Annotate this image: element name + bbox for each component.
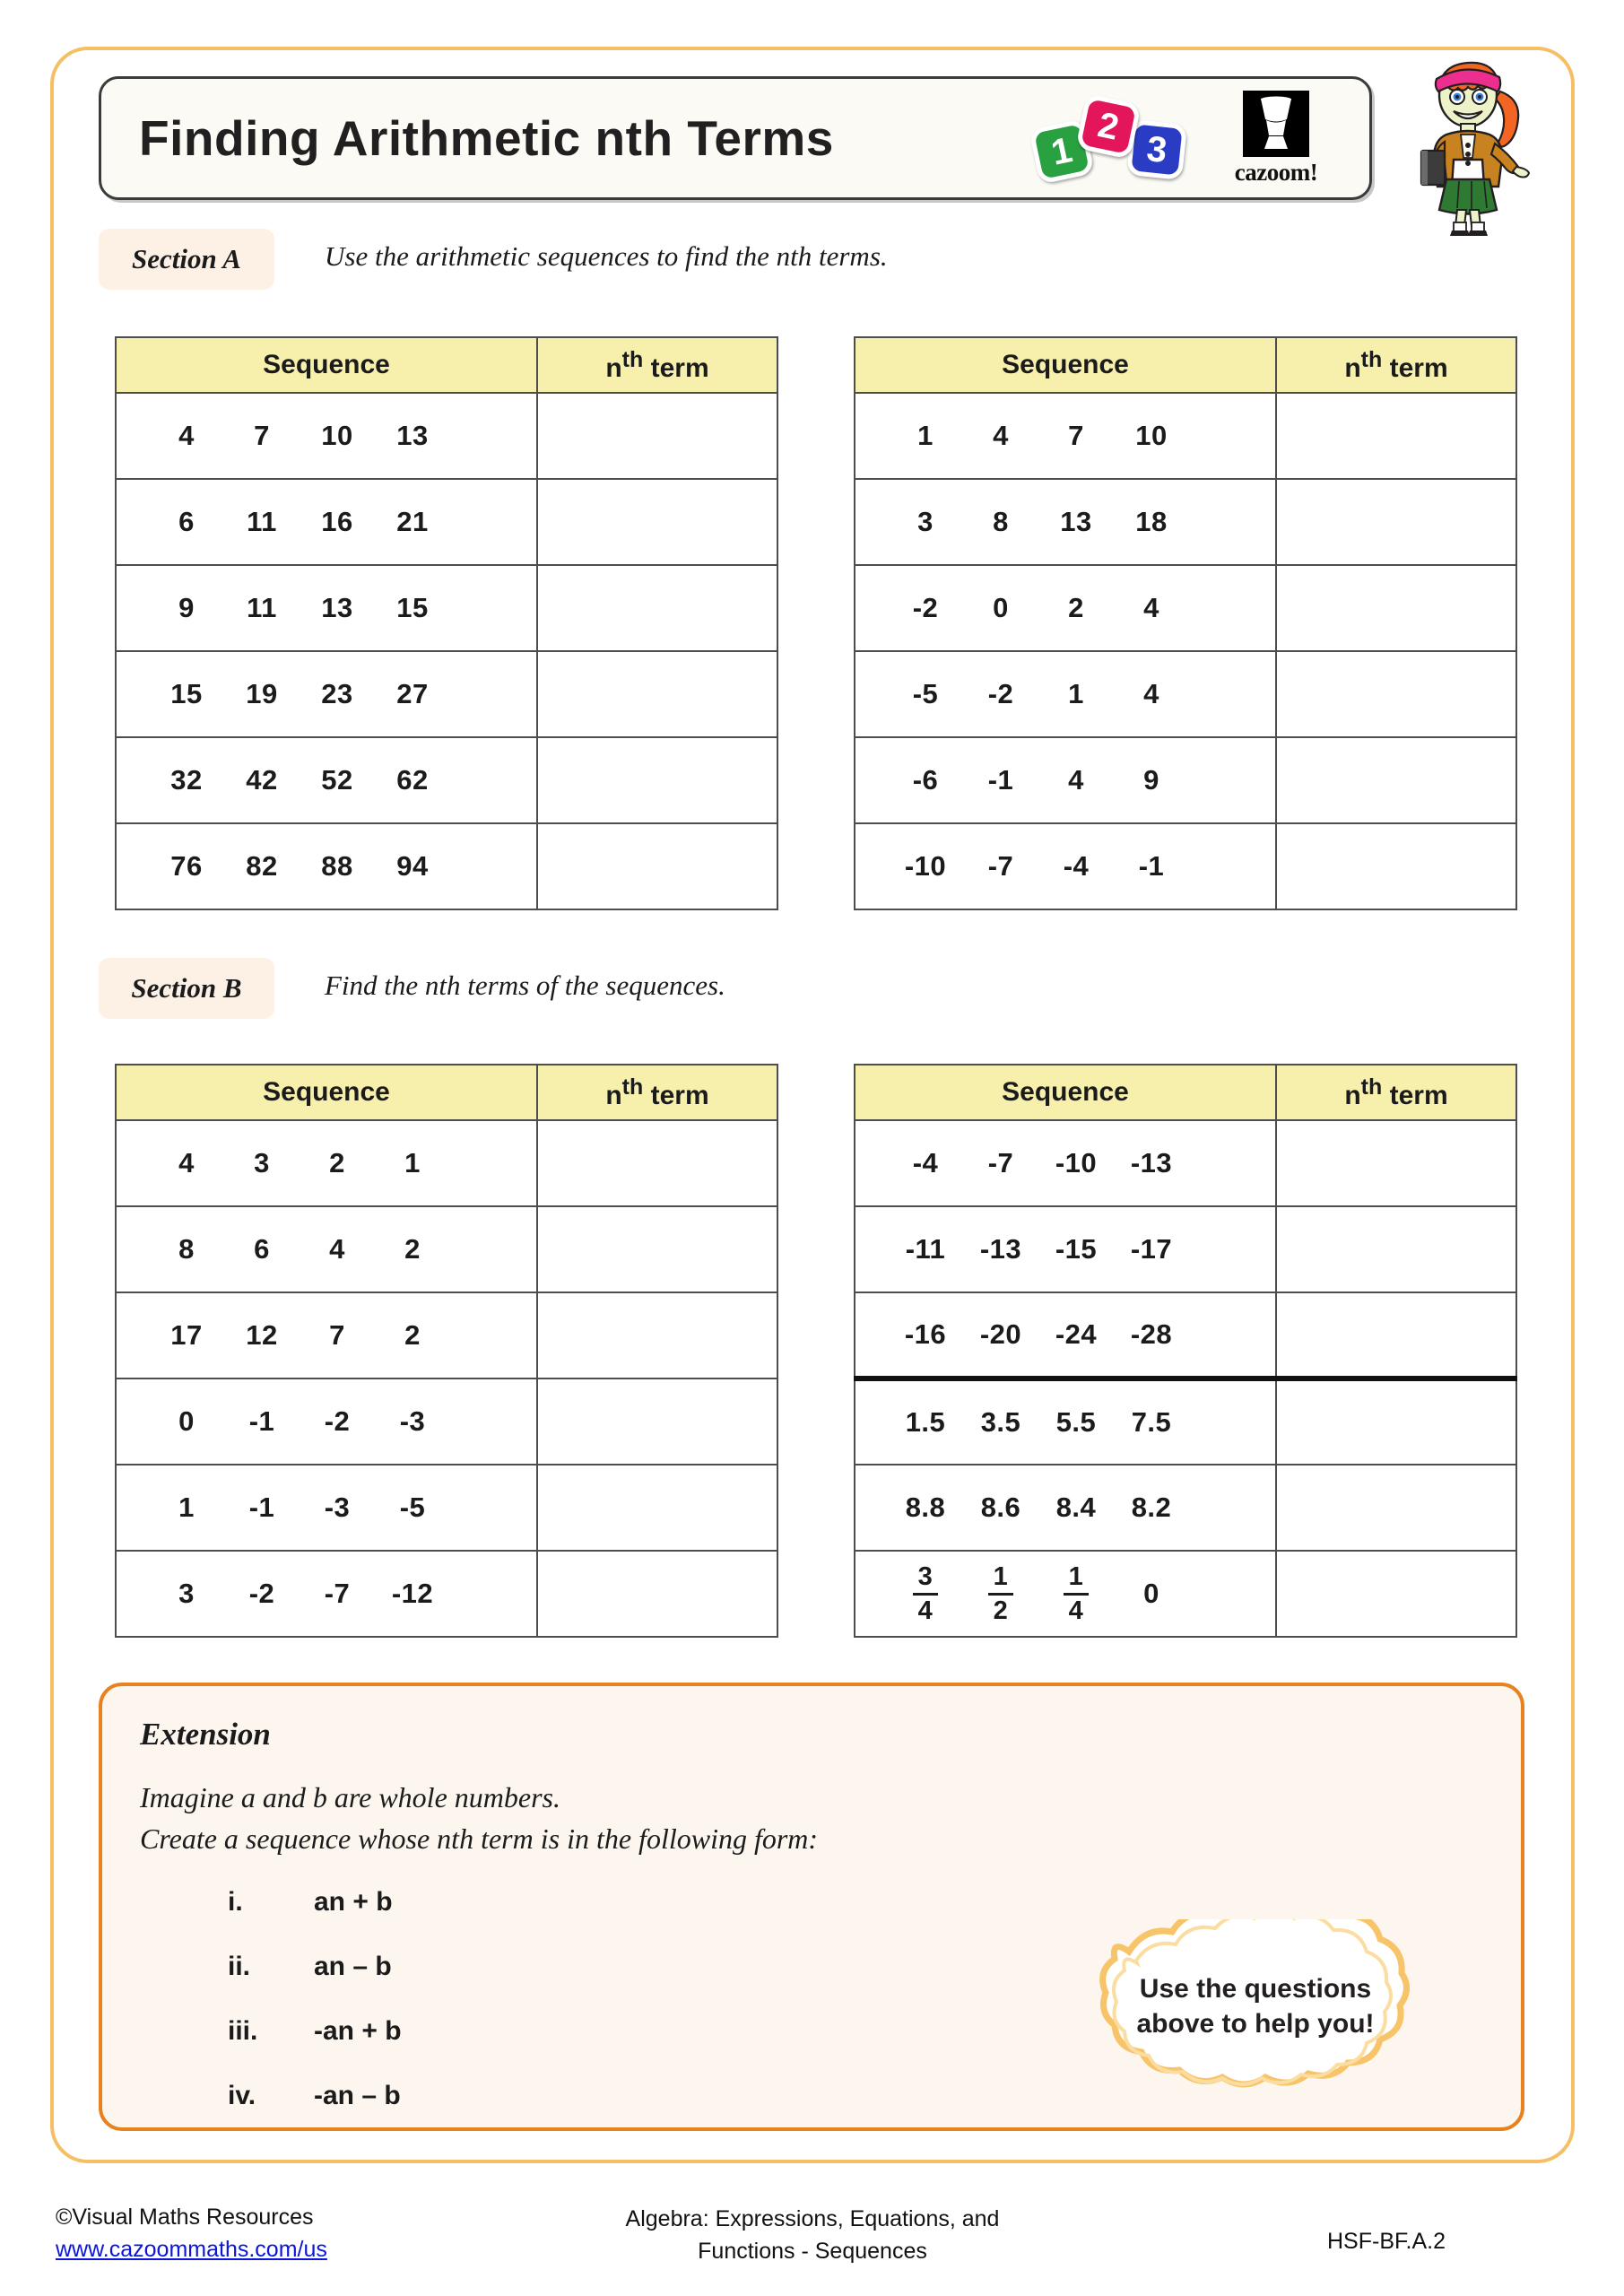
sequence-term: 19 — [246, 678, 278, 709]
sequence-cell — [855, 393, 1276, 479]
footer-copyright-block — [56, 2202, 327, 2266]
sequence-term: 21 — [396, 506, 429, 537]
nth-term-answer-cell[interactable] — [537, 1465, 777, 1551]
sequence-term: 18 — [1135, 506, 1168, 537]
cazoom-logo — [1224, 91, 1328, 187]
table-a2-header-row — [855, 337, 1516, 393]
sequence-term: -11 — [905, 1233, 946, 1265]
sequence-term: 1 — [917, 420, 934, 451]
sequence-term: 8 — [993, 506, 1009, 537]
section-b-header — [99, 958, 1444, 1019]
sequence-term: 9 — [1143, 764, 1159, 796]
sequence-term: 8.2 — [1131, 1492, 1172, 1523]
cloud-text-line-2: above to help you! — [1136, 2009, 1375, 2039]
sequence-term: -2 — [324, 1405, 351, 1437]
table-row — [855, 479, 1516, 565]
sequence-term: 3 — [254, 1147, 270, 1178]
sequence-term: 15 — [396, 592, 429, 623]
sequence-term: 3 — [917, 506, 934, 537]
sequence-term: 7 — [1068, 420, 1084, 451]
sequence-term: -2 — [248, 1578, 275, 1609]
number-block-1-icon: 1 — [1029, 118, 1095, 185]
table-row — [116, 823, 777, 909]
sequence-term: 94 — [396, 850, 429, 882]
extension-numeral-iv: iv. — [228, 2081, 256, 2110]
table-row — [116, 565, 777, 651]
sequence-term: 0 — [1143, 1578, 1159, 1609]
sequence-cell — [116, 393, 537, 479]
section-a-tag — [99, 229, 274, 290]
table-row — [116, 1465, 777, 1551]
extension-numeral-iii: iii. — [228, 2016, 258, 2046]
sequence-cell — [116, 479, 537, 565]
table-row — [116, 651, 777, 737]
sequence-cell — [855, 1378, 1276, 1465]
sequence-term: $\frac{3}{4}$ — [888, 1561, 963, 1626]
sequence-term: 32 — [170, 764, 203, 796]
sequence-term: 13 — [396, 420, 429, 451]
table-a2-body — [855, 393, 1516, 909]
sequence-term: 15 — [170, 678, 203, 709]
col-header-sequence: Sequence — [116, 1065, 537, 1120]
extension-formula-iii: -an + b — [314, 2016, 402, 2046]
page-footer — [0, 2202, 1624, 2296]
cloud-text-line-1: Use the questions — [1139, 1974, 1372, 2004]
footer-topic-line-2: Functions - Sequences — [698, 2238, 927, 2264]
sequence-cell — [855, 1292, 1276, 1378]
sequence-term: 0 — [178, 1405, 195, 1437]
table-b2-body — [855, 1120, 1516, 1637]
sequence-term: 2 — [404, 1233, 421, 1265]
nth-term-answer-cell[interactable] — [1276, 651, 1516, 737]
sequence-term: 7 — [254, 420, 270, 451]
sequence-cell — [116, 1292, 537, 1378]
sequence-term: -7 — [324, 1578, 351, 1609]
sequence-term: -2 — [912, 592, 939, 623]
extension-formula-ii: an – b — [314, 1952, 392, 1981]
sequence-term: 1 — [404, 1147, 421, 1178]
nth-term-answer-cell[interactable] — [537, 823, 777, 909]
nth-term-answer-cell[interactable] — [537, 393, 777, 479]
sequence-term: 1 — [1068, 678, 1084, 709]
extension-numeral-i: i. — [228, 1887, 243, 1917]
col-header-nth-term: $n^{th}$ term — [537, 1065, 777, 1120]
footer-copyright: ©Visual Maths Resources — [56, 2205, 314, 2230]
sequence-term: 1 — [178, 1492, 195, 1523]
number-blocks-logo — [1029, 91, 1208, 186]
sequence-cell — [116, 1551, 537, 1637]
number-block-3-icon: 3 — [1126, 118, 1187, 179]
extension-title: Extension — [140, 1717, 271, 1752]
sequence-term: 13 — [1060, 506, 1092, 537]
number-block-2-icon: 2 — [1075, 93, 1142, 160]
student-mascot-illustration — [1394, 45, 1556, 238]
sequence-term: -5 — [912, 678, 939, 709]
table-row — [855, 393, 1516, 479]
sequence-term: 42 — [246, 764, 278, 796]
extension-line-2: Create a sequence whose nth term is in the following form: — [140, 1822, 819, 1855]
table-row — [116, 479, 777, 565]
sequence-term: 11 — [247, 506, 277, 537]
extension-numeral-ii: ii. — [228, 1952, 251, 1981]
sequence-term: 3 — [178, 1578, 195, 1609]
page-title: Finding Arithmetic nth Terms — [139, 110, 834, 166]
sequence-term: 8.4 — [1055, 1492, 1097, 1523]
sequence-term: 52 — [321, 764, 353, 796]
worksheet-header — [99, 76, 1372, 200]
extension-line-1: Imagine a and b are whole numbers. — [140, 1781, 560, 1813]
sequence-cell — [116, 565, 537, 651]
sequence-term: 9 — [178, 592, 195, 623]
table-row — [116, 1292, 777, 1378]
sequence-cell — [116, 1120, 537, 1206]
nth-term-answer-cell[interactable] — [537, 651, 777, 737]
sequence-term: 11 — [247, 592, 277, 623]
table-row — [855, 823, 1516, 909]
footer-topic-line-1: Algebra: Expressions, Equations, and — [625, 2206, 1000, 2231]
sequence-term: -1 — [248, 1492, 275, 1523]
sequence-term: 1.5 — [905, 1406, 946, 1438]
sequence-cell — [855, 479, 1276, 565]
sequence-term: -6 — [912, 764, 939, 796]
sequence-term: -4 — [912, 1147, 939, 1178]
sequence-term: 8 — [178, 1233, 195, 1265]
sequence-cell — [116, 651, 537, 737]
table-row — [855, 1292, 1516, 1378]
sequence-term: -3 — [324, 1492, 351, 1523]
nth-term-answer-cell[interactable] — [537, 1551, 777, 1637]
table-row — [855, 737, 1516, 823]
table-b1-body — [116, 1120, 777, 1637]
table-row — [855, 1465, 1516, 1551]
nth-term-answer-cell[interactable] — [1276, 737, 1516, 823]
cloud-callout-text — [1036, 1971, 1475, 2041]
sequence-term: -15 — [1055, 1233, 1098, 1265]
table-row — [855, 1378, 1516, 1465]
sequence-term: 0 — [993, 592, 1009, 623]
sequence-term: 6 — [178, 506, 195, 537]
table-a1-body — [116, 393, 777, 909]
cazoom-drum-icon — [1243, 91, 1309, 157]
nth-term-answer-cell[interactable] — [1276, 479, 1516, 565]
nth-term-answer-cell[interactable] — [537, 1120, 777, 1206]
table-row — [855, 651, 1516, 737]
table-row — [855, 565, 1516, 651]
table-row — [116, 393, 777, 479]
col-header-nth-term: $n^{th}$ term — [1276, 337, 1516, 393]
drum-glyph-icon — [1254, 96, 1298, 152]
nth-term-answer-cell[interactable] — [1276, 1551, 1516, 1637]
table-a1 — [115, 336, 778, 910]
sequence-term: 4 — [178, 420, 195, 451]
sequence-term: 10 — [321, 420, 353, 451]
table-row — [116, 1120, 777, 1206]
footer-topic — [548, 2204, 1077, 2267]
sequence-term: 6 — [254, 1233, 270, 1265]
sequence-term: $\frac{1}{2}$ — [963, 1561, 1038, 1626]
sequence-term: -13 — [979, 1233, 1022, 1265]
nth-term-answer-cell[interactable] — [1276, 1206, 1516, 1292]
section-b-label: Section B — [131, 972, 242, 1004]
sequence-term: 2 — [404, 1319, 421, 1351]
cazoom-wordmark: cazoom! — [1234, 158, 1318, 186]
sequence-term: 13 — [321, 592, 353, 623]
sequence-cell — [855, 823, 1276, 909]
extension-formula-i: an + b — [314, 1887, 393, 1917]
col-header-sequence: Sequence — [855, 1065, 1276, 1120]
sequence-term: -20 — [979, 1318, 1022, 1350]
section-b-instruction: Find the nth terms of the sequences. — [325, 970, 725, 1001]
table-row — [855, 1551, 1516, 1637]
sequence-term: 4 — [993, 420, 1009, 451]
sequence-term: -1 — [248, 1405, 275, 1437]
sequence-term: -3 — [399, 1405, 426, 1437]
sequence-term: -17 — [1130, 1233, 1173, 1265]
section-b-tag — [99, 958, 274, 1019]
sequence-term: 4 — [1143, 678, 1159, 709]
nth-term-answer-cell[interactable] — [1276, 823, 1516, 909]
sequence-cell — [855, 737, 1276, 823]
section-a-instruction: Use the arithmetic sequences to find the nth terms. — [325, 240, 888, 272]
sequence-term: 7.5 — [1131, 1406, 1172, 1438]
nth-term-answer-cell[interactable] — [537, 1206, 777, 1292]
sequence-term: -2 — [987, 678, 1014, 709]
table-a1-header-row — [116, 337, 777, 393]
sequence-term: 3.5 — [980, 1406, 1021, 1438]
nth-term-answer-cell[interactable] — [1276, 1378, 1516, 1465]
sequence-cell — [116, 823, 537, 909]
sequence-term: 2 — [1068, 592, 1084, 623]
sequence-term: 4 — [1143, 592, 1159, 623]
nth-term-answer-cell[interactable] — [537, 565, 777, 651]
sequence-term: -7 — [987, 850, 1014, 882]
table-row — [855, 1206, 1516, 1292]
sequence-term: -10 — [904, 850, 947, 882]
sequence-term: -7 — [987, 1147, 1014, 1178]
sequence-term: 16 — [321, 506, 353, 537]
table-b2-header-row — [855, 1065, 1516, 1120]
col-header-sequence: Sequence — [116, 337, 537, 393]
sequence-term: $\frac{1}{4}$ — [1038, 1561, 1114, 1626]
sequence-cell — [116, 1378, 537, 1465]
sequence-term: -4 — [1063, 850, 1090, 882]
sequence-term: 5.5 — [1055, 1406, 1097, 1438]
sequence-cell — [116, 737, 537, 823]
sequence-term: 8.6 — [980, 1492, 1021, 1523]
table-row — [116, 1206, 777, 1292]
table-b2 — [854, 1064, 1517, 1638]
section-a-header — [99, 229, 1444, 290]
sequence-term: -13 — [1130, 1147, 1173, 1178]
table-row — [855, 1120, 1516, 1206]
table-row — [116, 1378, 777, 1465]
sequence-term: 88 — [321, 850, 353, 882]
nth-term-answer-cell[interactable] — [537, 737, 777, 823]
sequence-term: 82 — [246, 850, 278, 882]
sequence-term: 10 — [1135, 420, 1168, 451]
sequence-term: 4 — [1068, 764, 1084, 796]
sequence-term: 12 — [246, 1319, 278, 1351]
section-a-label: Section A — [131, 243, 241, 274]
sequence-cell — [855, 1120, 1276, 1206]
nth-term-answer-cell[interactable] — [1276, 1292, 1516, 1378]
table-b1-header-row — [116, 1065, 777, 1120]
sequence-term: 7 — [329, 1319, 345, 1351]
sequence-term: 76 — [170, 850, 203, 882]
sequence-term: -10 — [1055, 1147, 1098, 1178]
extension-formula-iv: -an – b — [314, 2081, 401, 2110]
sequence-term: -1 — [1138, 850, 1165, 882]
footer-website-link[interactable]: www.cazoommaths.com/us — [56, 2236, 327, 2262]
sequence-term: -5 — [399, 1492, 426, 1523]
col-header-nth-term: $n^{th}$ term — [1276, 1065, 1516, 1120]
sequence-term: 17 — [170, 1319, 203, 1351]
sequence-cell — [116, 1206, 537, 1292]
footer-standard-code: HSF-BF.A.2 — [1327, 2229, 1446, 2254]
sequence-term: 23 — [321, 678, 353, 709]
nth-term-answer-cell[interactable] — [1276, 565, 1516, 651]
sequence-term: -1 — [987, 764, 1014, 796]
sequence-term: -24 — [1055, 1318, 1098, 1350]
table-a2 — [854, 336, 1517, 910]
sequence-cell — [855, 1465, 1276, 1551]
sequence-cell — [855, 651, 1276, 737]
sequence-term: 4 — [329, 1233, 345, 1265]
sequence-term: -16 — [904, 1318, 947, 1350]
sequence-cell — [116, 1465, 537, 1551]
col-header-nth-term: $n^{th}$ term — [537, 337, 777, 393]
sequence-term: 4 — [178, 1147, 195, 1178]
sequence-term: -28 — [1130, 1318, 1173, 1350]
sequence-term: 27 — [396, 678, 429, 709]
nth-term-answer-cell[interactable] — [1276, 1465, 1516, 1551]
nth-term-answer-cell[interactable] — [1276, 1120, 1516, 1206]
sequence-cell — [855, 1206, 1276, 1292]
table-row — [116, 1551, 777, 1637]
nth-term-answer-cell[interactable] — [537, 1292, 777, 1378]
table-row — [116, 737, 777, 823]
col-header-sequence: Sequence — [855, 337, 1276, 393]
sequence-cell — [855, 565, 1276, 651]
nth-term-answer-cell[interactable] — [537, 479, 777, 565]
sequence-term: 8.8 — [905, 1492, 946, 1523]
sequence-term: -12 — [391, 1578, 434, 1609]
sequence-term: 2 — [329, 1147, 345, 1178]
sequence-cell — [855, 1551, 1276, 1637]
nth-term-answer-cell[interactable] — [1276, 393, 1516, 479]
nth-term-answer-cell[interactable] — [537, 1378, 777, 1465]
table-b1 — [115, 1064, 778, 1638]
sequence-term: 62 — [396, 764, 429, 796]
